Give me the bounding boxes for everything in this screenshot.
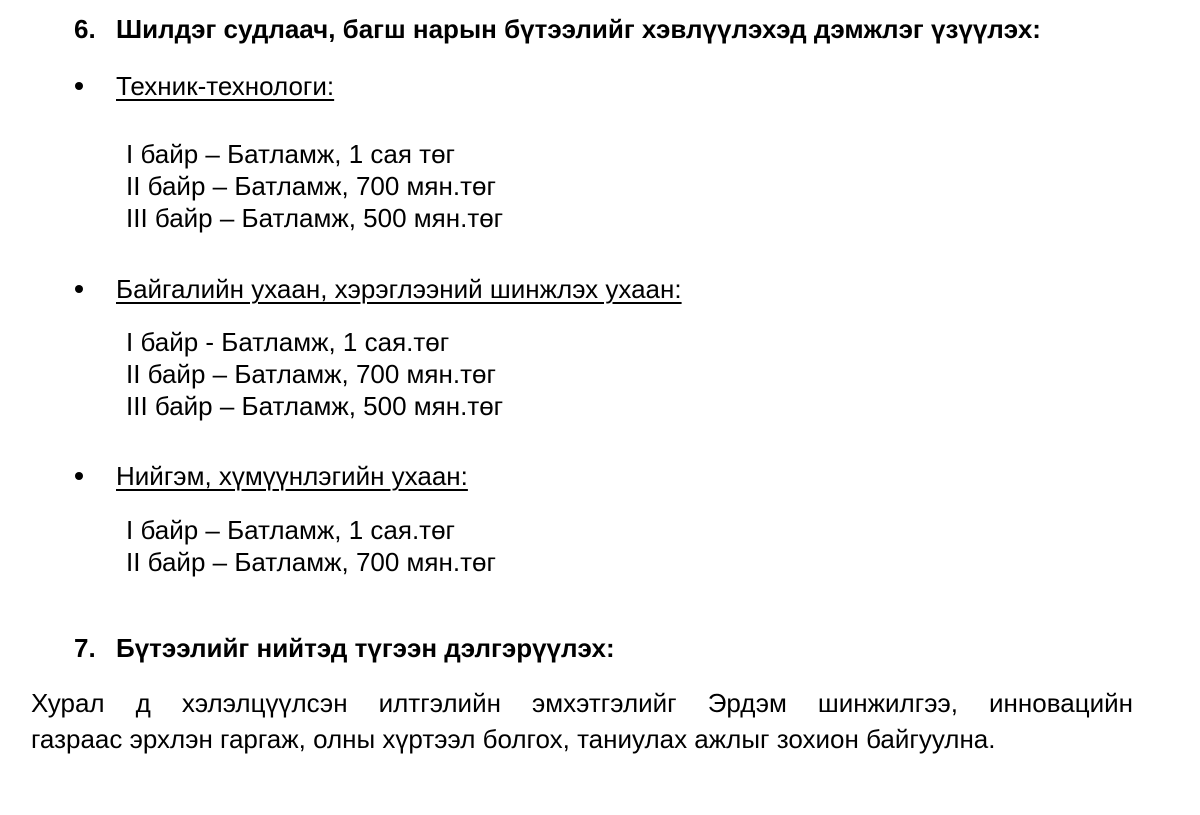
section-6-heading: [74, 16, 1174, 46]
award-line: I байр - Батламж, 1 сая.төг: [126, 327, 450, 357]
category-title-natural-science: Байгалийн ухаан, хэрэглээний шинжлэх ухаан:: [116, 274, 682, 304]
section-6-number: 6.: [74, 14, 96, 44]
category-title-tech: Техник-технологи:: [116, 71, 335, 101]
section-7-title: Бүтээлийг нийтэд түгээн дэлгэрүүлэх:: [116, 633, 615, 663]
paragraph-line: Хурал д хэлэлцүүлсэн илтгэлийн эмхэтгэлийг Эрдэм шинжилгээ, инновацийн: [31, 688, 1133, 718]
award-line: II байр – Батламж, 700 мян.төг: [126, 359, 496, 389]
paragraph-line: газраас эрхлэн гаргаж, олны хүртээл болгох, таниулах ажлыг зохион байгуулна.: [31, 724, 996, 754]
award-line: I байр – Батламж, 1 сая төг: [126, 139, 456, 169]
award-line: II байр – Батламж, 700 мян.төг: [126, 547, 496, 577]
award-line: III байр – Батламж, 500 мян.төг: [126, 391, 504, 421]
bullet-icon: [75, 285, 83, 293]
award-line: II байр – Батламж, 700 мян.төг: [126, 171, 496, 201]
award-line: I байр – Батламж, 1 сая.төг: [126, 515, 456, 545]
section-7-paragraph: [31, 685, 1133, 757]
category-title-humanities: Нийгэм, хүмүүнлэгийн ухаан:: [116, 461, 468, 491]
section-7-number: 7.: [74, 633, 96, 663]
bullet-icon: [75, 472, 83, 480]
section-6-title: Шилдэг судлаач, багш нарын бүтээлийг хэвлүүлэхэд дэмжлэг үзүүлэх:: [116, 14, 1041, 44]
award-line: III байр – Батламж, 500 мян.төг: [126, 203, 504, 233]
bullet-icon: [75, 82, 83, 90]
section-7-heading: [74, 635, 1174, 665]
